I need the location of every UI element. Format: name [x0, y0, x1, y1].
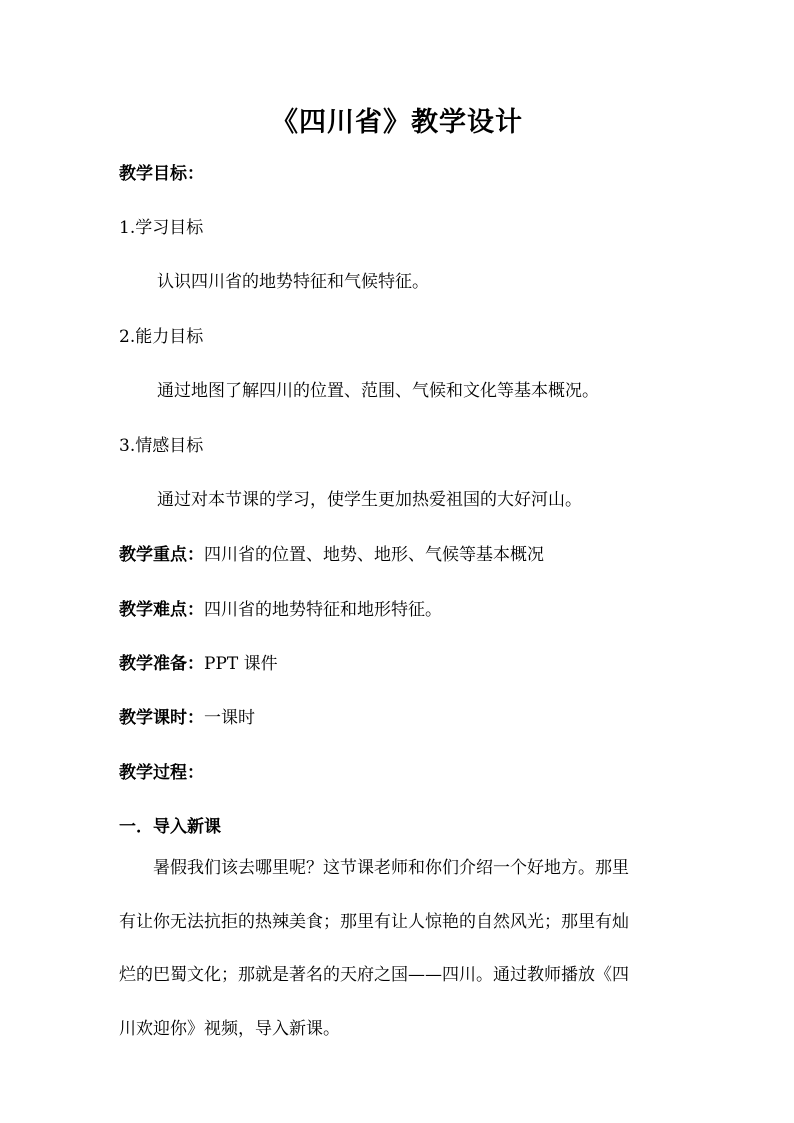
duration-text: 一课时	[204, 708, 255, 728]
objective-2-text: 通过地图了解四川的位置、范围、气候和文化等基本概况。	[157, 381, 599, 401]
objective-1-text: 认识四川省的地势特征和气候特征。	[157, 272, 429, 292]
key-points-text: 四川省的位置、地势、地形、气候等基本概况	[204, 545, 544, 565]
key-points-label: 教学重点：	[119, 545, 204, 565]
process-heading: 教学过程：	[119, 763, 204, 783]
preparation-text: PPT 课件	[204, 654, 278, 674]
section-1-paragraph	[119, 842, 679, 1056]
paragraph-line: 暑假我们该去哪里呢？这节课老师和你们介绍一个好地方。那里	[119, 858, 629, 878]
paragraph-line: 烂的巴蜀文化；那就是著名的天府之国——四川。通过教师播放《四	[119, 965, 629, 985]
objective-2-label: 2.能力目标	[119, 327, 204, 347]
paragraph-line: 川欢迎你》视频，导入新课。	[119, 1018, 340, 1039]
key-points-row	[119, 543, 544, 567]
objective-3-label: 3.情感目标	[119, 436, 204, 456]
section-1-heading: 一．导入新课	[119, 817, 221, 837]
difficulties-text: 四川省的地势特征和地形特征。	[204, 600, 442, 620]
difficulties-label: 教学难点：	[119, 600, 204, 620]
preparation-row	[119, 652, 278, 676]
document-title: 《四川省》教学设计	[271, 107, 523, 138]
objectives-heading: 教学目标：	[119, 164, 204, 184]
difficulties-row	[119, 598, 442, 622]
objective-3-text: 通过对本节课的学习，使学生更加热爱祖国的大好河山。	[157, 490, 582, 510]
paragraph-line: 有让你无法抗拒的热辣美食；那里有让人惊艳的自然风光；那里有灿	[119, 911, 629, 932]
preparation-label: 教学准备：	[119, 654, 204, 674]
objective-1-label: 1.学习目标	[119, 218, 204, 238]
duration-row	[119, 706, 255, 730]
duration-label: 教学课时：	[119, 708, 204, 728]
